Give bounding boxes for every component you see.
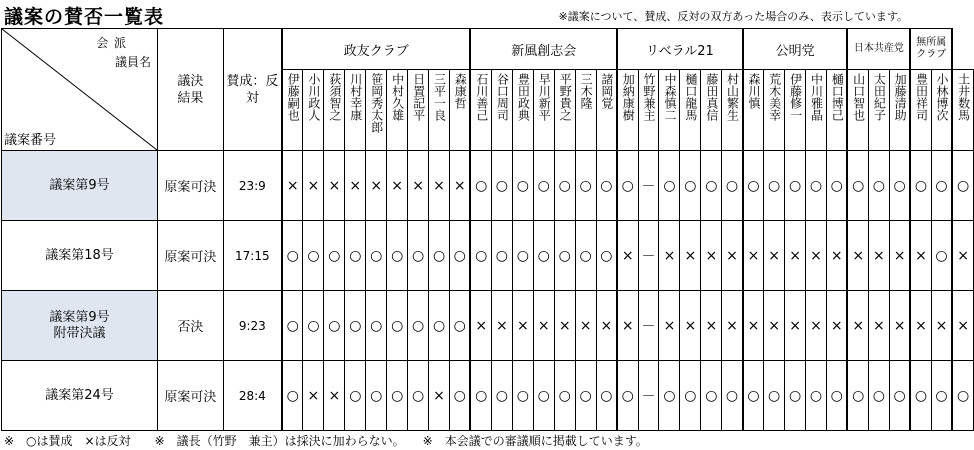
vote-mark: ○ [387,361,408,431]
member-name: 樋口龍馬 [680,70,701,151]
vote-mark: ○ [387,221,408,291]
vote-mark: × [324,361,345,431]
vote-mark: ○ [931,361,952,431]
vote-mark: ○ [575,151,596,221]
vote-mark: × [491,291,512,361]
vote-mark: ○ [785,361,806,431]
vote-mark: ○ [847,361,868,431]
bill-number: 議案第9号 [2,151,158,221]
result-header: 議決 結果 [158,29,224,151]
page-title: 議案の賛否一覧表 [4,6,165,28]
member-name: 森川慎 [743,70,764,151]
vote-mark: × [554,291,575,361]
member-name: 中川雅晶 [806,70,827,151]
vote-result: 原案可決 [158,151,224,221]
vote-mark: × [722,291,743,361]
vote-mark: ○ [345,291,366,361]
vote-mark: ○ [429,291,450,361]
member-name: 土井数馬 [952,70,973,151]
member-name: 川村幸康 [345,70,366,151]
vote-mark: × [303,151,324,221]
vote-mark: ○ [533,221,554,291]
party-header: 政友クラブ [282,29,470,70]
vote-mark: ○ [889,361,910,431]
vote-mark: × [806,221,827,291]
vote-mark: ○ [952,151,973,221]
member-name: 中森慎二 [659,70,680,151]
table-row [2,291,974,361]
vote-mark: ○ [889,151,910,221]
vote-mark: ○ [470,361,491,431]
vote-mark: × [910,291,931,361]
vote-mark: ○ [429,221,450,291]
member-name: 石川善己 [470,70,491,151]
vote-mark: × [659,221,680,291]
vote-mark: ○ [366,221,387,291]
member-name: 日置記平 [408,70,429,151]
member-name: 早川新平 [533,70,554,151]
vote-mark: × [847,221,868,291]
vote-mark: ○ [366,361,387,431]
member-name: 豊田政典 [512,70,533,151]
vote-mark: ○ [764,361,785,431]
member-name: 太田紀子 [868,70,889,151]
vote-mark: ○ [575,361,596,431]
bill-number: 議案第24号 [2,361,158,431]
vote-mark: × [701,291,722,361]
vote-mark: × [512,291,533,361]
vote-mark: ○ [659,361,680,431]
table-row [2,151,974,221]
vote-mark: ○ [303,221,324,291]
member-name: 中村久雄 [387,70,408,151]
vote-mark: ○ [408,361,429,431]
member-name: 加藤清助 [889,70,910,151]
vote-mark: ○ [282,221,303,291]
vote-mark: × [764,291,785,361]
vote-tally: 28:4 [223,361,282,431]
vote-mark: ○ [387,291,408,361]
vote-mark: × [366,151,387,221]
party-header: 日本共産党 [847,29,910,70]
vote-mark: × [722,221,743,291]
vote-mark: ○ [450,221,471,291]
vote-mark: ○ [680,151,701,221]
member-name: 竹野兼主 [638,70,659,151]
vote-mark: × [408,151,429,221]
vote-result: 否決 [158,291,224,361]
vote-mark: ○ [743,151,764,221]
vote-mark: ○ [680,361,701,431]
vote-mark: × [701,221,722,291]
vote-mark: ○ [722,151,743,221]
vote-mark: ○ [575,221,596,291]
vote-mark: × [429,151,450,221]
vote-mark: × [324,151,345,221]
vote-mark: × [575,291,596,361]
vote-tally: 17:15 [223,221,282,291]
vote-mark: × [470,291,491,361]
vote-mark: ○ [617,151,638,221]
member-name: 山口智也 [847,70,868,151]
vote-mark: ○ [743,361,764,431]
member-name: 豊田祥司 [910,70,931,151]
vote-mark: ○ [806,151,827,221]
vote-mark: ○ [554,361,575,431]
vote-mark: ○ [764,151,785,221]
vote-mark: ○ [596,151,617,221]
vote-mark: × [303,361,324,431]
tally-header: 賛成：反対 [223,29,282,151]
vote-mark: － [638,291,659,361]
vote-mark: ○ [533,151,554,221]
vote-mark: ○ [324,221,345,291]
vote-mark: × [659,291,680,361]
vote-mark: ○ [491,361,512,431]
member-name: 小林博次 [931,70,952,151]
vote-mark: ○ [827,361,848,431]
vote-mark: － [638,361,659,431]
vote-mark: × [617,291,638,361]
vote-mark: ○ [470,221,491,291]
vote-mark: × [617,221,638,291]
vote-mark: ○ [470,151,491,221]
vote-mark: ○ [324,291,345,361]
vote-mark: ○ [450,291,471,361]
vote-mark: ○ [554,221,575,291]
vote-mark: ○ [303,291,324,361]
vote-mark: ○ [512,221,533,291]
member-name: 平野貴之 [554,70,575,151]
vote-mark: × [785,291,806,361]
vote-mark: × [743,291,764,361]
vote-mark: ○ [617,361,638,431]
vote-mark: ○ [827,151,848,221]
member-name: 藤田真信 [701,70,722,151]
vote-mark: × [889,291,910,361]
member-name: 村山繁生 [722,70,743,151]
vote-result: 原案可決 [158,361,224,431]
vote-mark: ○ [659,151,680,221]
table-row [2,361,974,431]
vote-mark: ○ [450,361,471,431]
vote-mark: × [743,221,764,291]
vote-mark: ○ [722,361,743,431]
footnote: ※ ○は賛成 ×は反対 ※ 議長（竹野 兼主）は採決に加わらない。 ※ 本会議での審議順に掲載しています。 [4,434,648,448]
bill-number: 議案第18号 [2,221,158,291]
vote-mark: ○ [512,361,533,431]
vote-mark: ○ [512,151,533,221]
vote-mark: × [868,291,889,361]
vote-result: 原案可決 [158,221,224,291]
vote-mark: × [931,291,952,361]
table-row [2,221,974,291]
vote-mark: ○ [345,361,366,431]
vote-mark: × [680,221,701,291]
member-name: 諸岡覚 [596,70,617,151]
vote-mark: ○ [701,361,722,431]
member-name: 伊藤修一 [785,70,806,151]
vote-mark: ○ [868,361,889,431]
vote-mark: ○ [952,361,973,431]
vote-mark: × [827,221,848,291]
corner-bill-label: 議案番号 [4,133,57,148]
member-name: 森康哲 [450,70,471,151]
vote-mark: ○ [282,361,303,431]
party-header: リベラル21 [617,29,743,70]
party-header: 無所属クラブ [910,29,952,70]
vote-mark: × [345,151,366,221]
vote-mark: × [952,291,973,361]
vote-mark: × [910,221,931,291]
vote-mark: ○ [282,291,303,361]
member-name: 樋口博己 [827,70,848,151]
vote-mark: ○ [701,151,722,221]
member-name: 荻須智之 [324,70,345,151]
corner-header [2,29,158,151]
member-name: 加納康樹 [617,70,638,151]
vote-mark: × [868,221,889,291]
vote-mark: ○ [345,221,366,291]
member-name: 伊藤嗣也 [282,70,303,151]
vote-mark: × [450,151,471,221]
vote-mark: ○ [931,221,952,291]
vote-mark: ○ [931,151,952,221]
vote-mark: ○ [366,291,387,361]
member-name: 三平一良 [429,70,450,151]
vote-mark: ○ [408,221,429,291]
vote-mark: ○ [554,151,575,221]
vote-mark: ○ [847,151,868,221]
vote-mark: ○ [491,221,512,291]
vote-mark: ○ [806,361,827,431]
vote-mark: － [638,221,659,291]
vote-mark: ○ [491,151,512,221]
bill-number: 議案第9号 附帯決議 [2,291,158,361]
vote-mark: ○ [785,151,806,221]
vote-tally: 23:9 [223,151,282,221]
vote-mark: × [847,291,868,361]
vote-mark: × [764,221,785,291]
vote-mark: ○ [596,221,617,291]
vote-mark: ○ [533,361,554,431]
vote-mark: × [533,291,554,361]
vote-mark: × [889,221,910,291]
vote-mark: ○ [868,151,889,221]
vote-mark: × [827,291,848,361]
vote-mark: × [282,151,303,221]
display-note: ※議案について、賛成、反対の双方あった場合のみ、表示しています。 [558,10,908,23]
corner-faction-label: 会 派 [96,36,128,50]
vote-mark: ○ [910,151,931,221]
vote-mark: × [680,291,701,361]
vote-mark: ○ [596,361,617,431]
member-name: 荒木美幸 [764,70,785,151]
vote-mark: ○ [910,361,931,431]
vote-mark: × [387,151,408,221]
vote-mark: × [596,291,617,361]
member-name: 三木隆 [575,70,596,151]
vote-mark: × [785,221,806,291]
vote-mark: － [638,151,659,221]
vote-table [1,28,974,431]
vote-tally: 9:23 [223,291,282,361]
vote-mark: ○ [408,291,429,361]
vote-mark: × [806,291,827,361]
member-name: 小川政人 [303,70,324,151]
party-header: 新風創志会 [470,29,617,70]
corner-member-label: 議員名 [115,55,152,69]
party-header: 公明党 [743,29,848,70]
member-name: 笹岡秀太郎 [366,70,387,151]
vote-mark: × [429,361,450,431]
vote-mark: × [952,221,973,291]
member-name: 谷口周司 [491,70,512,151]
